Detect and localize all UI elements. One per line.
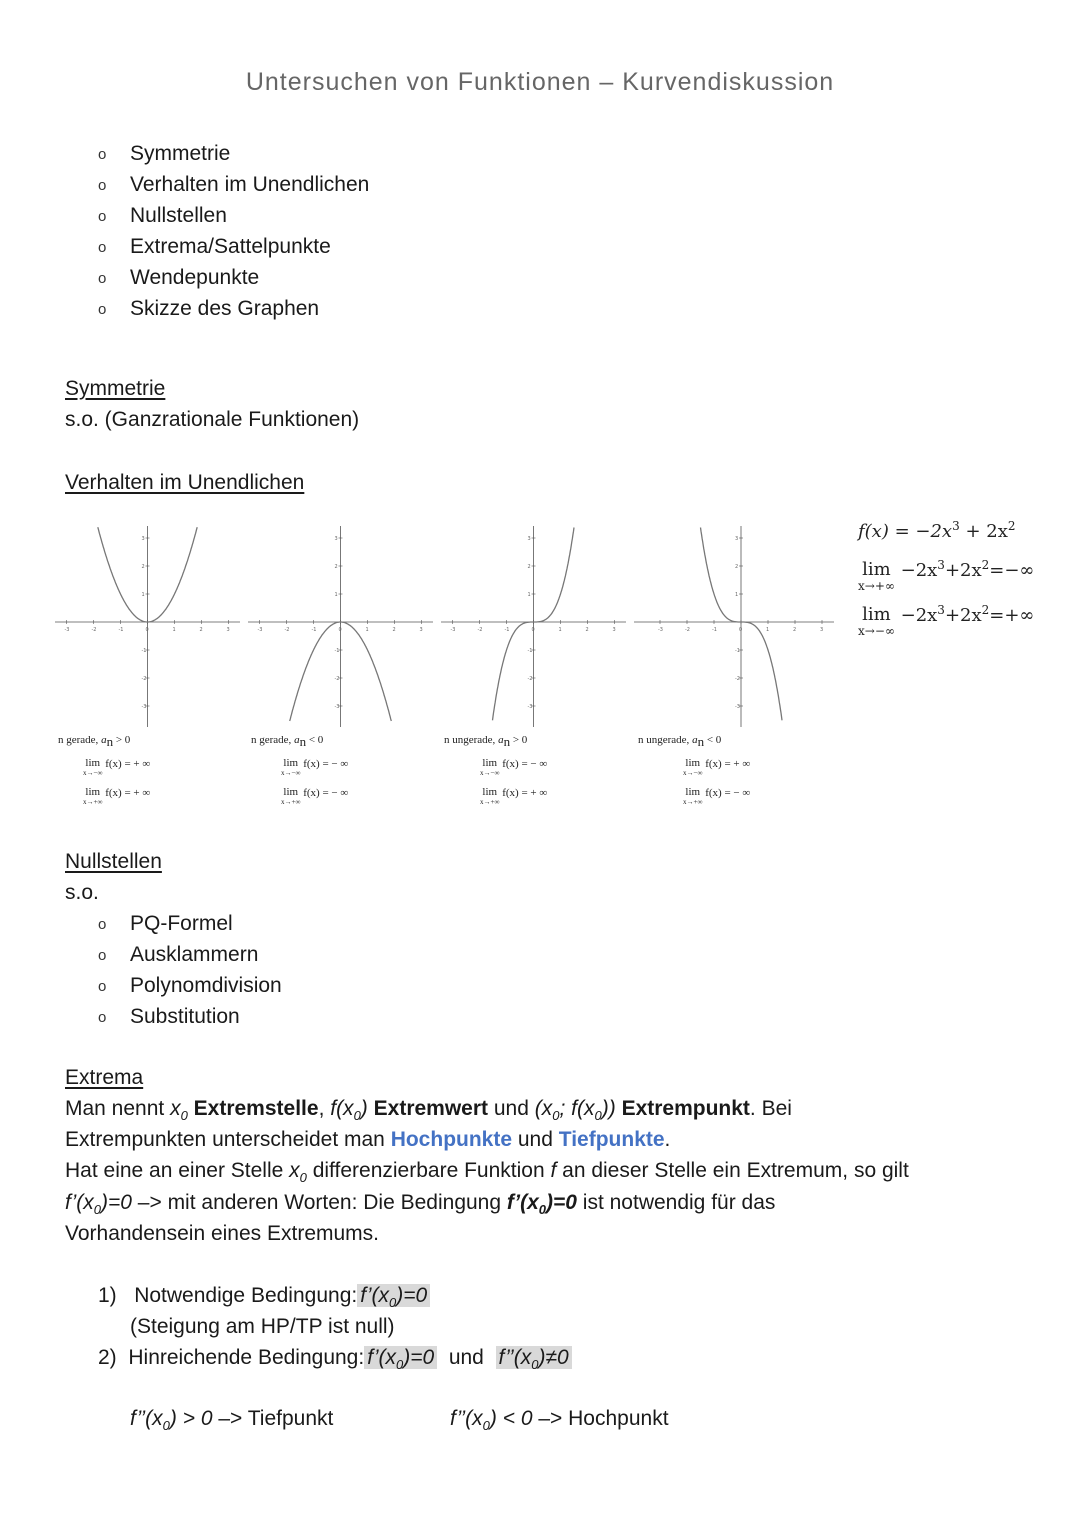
y-tick-label: 3 <box>735 536 739 542</box>
y-tick-label: -3 <box>141 704 147 710</box>
x-tick-label: 0 <box>531 627 535 633</box>
bullet-icon: o <box>98 301 107 318</box>
x-tick-label: 2 <box>199 627 203 633</box>
x-tick-label: 2 <box>392 627 396 633</box>
extrema-paragraph-line: Vorhandensein eines Extremums. <box>65 1222 380 1245</box>
y-tick-label: -2 <box>527 676 533 682</box>
y-tick-label: 2 <box>527 564 531 570</box>
x-tick-label: -3 <box>64 627 70 633</box>
graph-4 <box>634 522 834 727</box>
list-item: Ausklammern <box>130 943 259 966</box>
graph-caption-4: n ungerade, $a_n < 0$ lim x→−∞ f(x) = + ∞ lim x→+∞ f(x) = − ∞ <box>638 734 751 806</box>
x-tick-label: 0 <box>739 627 743 633</box>
nullstellen-heading: Nullstellen <box>65 850 162 873</box>
x-tick-label: -2 <box>284 627 290 633</box>
graph-3 <box>441 522 626 727</box>
toc-item: Symmetrie <box>130 142 231 165</box>
x-tick-label: 3 <box>820 627 824 633</box>
graph-caption-2: n gerade, $a_n < 0$ lim x→−∞ f(x) = − ∞ lim x→+∞ f(x) = − ∞ <box>251 734 349 806</box>
symmetrie-heading: Symmetrie <box>65 377 166 400</box>
x-tick-label: -1 <box>504 627 510 633</box>
example-limit-plus: lim x→+∞ $-2x^3+2x^2=-\infty$ <box>858 558 1035 593</box>
list-item: Substitution <box>130 1005 240 1028</box>
y-tick-label: -1 <box>334 648 340 654</box>
x-tick-label: -2 <box>91 627 97 633</box>
x-tick-label: -2 <box>685 627 690 633</box>
y-tick-label: 2 <box>735 564 739 570</box>
x-tick-label: 2 <box>793 627 797 633</box>
limit-right: lim x→+∞ f(x) = − ∞ <box>281 786 349 806</box>
y-tick-label: -1 <box>141 648 147 654</box>
extrema-paragraph-line: $f’(x_0)=0$ –> mit anderen Worten: Die Bedingung $f’(x_0)=0$ ist notwendig für das <box>65 1191 776 1218</box>
y-tick-label: 1 <box>735 592 739 598</box>
y-tick-label: -1 <box>527 648 533 654</box>
y-tick-label: 2 <box>334 564 338 570</box>
y-tick-label: -3 <box>735 704 740 710</box>
y-tick-label: 1 <box>141 592 145 598</box>
graph-2 <box>248 522 433 727</box>
bullet-icon: o <box>98 270 107 287</box>
example-function: $f(x) = -2x^3 + 2x^2$ <box>858 519 1016 542</box>
toc-item: Extrema/Sattelpunkte <box>130 235 331 258</box>
extrema-paragraph-line: Hat eine an einer Stelle $x_0$ differenzierbare Funktion f an dieser Stelle ein Extremum, so gilt <box>65 1159 909 1186</box>
symmetrie-text: s.o. (Ganzrationale Funktionen) <box>65 408 360 431</box>
x-tick-label: -3 <box>450 627 456 633</box>
toc-item: Wendepunkte <box>130 266 260 289</box>
extrema-paragraph-line: Man nennt $x_0$ Extremstelle, $f(x_0)$ Extremwert und ($x_0$; $f(x_0)$) Extrempunkt. Bei <box>65 1097 792 1124</box>
toc-item: Verhalten im Unendlichen <box>130 173 370 196</box>
condition-1-note: (Steigung am HP/TP ist null) <box>130 1315 395 1338</box>
result-tiefpunkt: $f’’(x_0) > 0$ –> Tiefpunkt <box>130 1407 334 1434</box>
toc-item: Nullstellen <box>130 204 227 227</box>
y-tick-label: -1 <box>735 648 740 654</box>
bullet-icon: o <box>98 177 107 194</box>
bullet-icon: o <box>98 947 107 964</box>
tiefpunkte-term: Tiefpunkte <box>558 1128 665 1151</box>
limit-left: lim x→−∞ f(x) = − ∞ <box>480 757 548 777</box>
y-tick-label: -3 <box>334 704 340 710</box>
graph-1 <box>55 522 240 727</box>
y-tick-label: 3 <box>334 536 338 542</box>
y-tick-label: -2 <box>735 676 740 682</box>
bullet-icon: o <box>98 978 107 995</box>
page-title: Untersuchen von Funktionen – Kurvendiskussion <box>245 68 835 96</box>
y-tick-label: -2 <box>334 676 340 682</box>
result-hochpunkt: $f’’(x_0) < 0$ –> Hochpunkt <box>450 1407 669 1434</box>
graph-caption-1: n gerade, $a_n > 0$ lim x→−∞ f(x) = + ∞ lim x→+∞ f(x) = + ∞ <box>58 734 151 806</box>
y-tick-label: 3 <box>527 536 531 542</box>
x-tick-label: -1 <box>712 627 717 633</box>
y-tick-label: 1 <box>527 592 531 598</box>
toc-item: Skizze des Graphen <box>130 297 320 320</box>
nullstellen-text: s.o. <box>65 881 99 904</box>
example-limit-minus: lim x→−∞ $-2x^3+2x^2=+\infty$ <box>858 603 1035 638</box>
x-tick-label: 1 <box>558 627 562 633</box>
x-tick-label: 2 <box>585 627 589 633</box>
limit-right: lim x→+∞ f(x) = + ∞ <box>480 786 548 806</box>
limit-left: lim x→−∞ f(x) = + ∞ <box>683 757 751 777</box>
bullet-icon: o <box>98 208 107 225</box>
limit-right: lim x→+∞ f(x) = + ∞ <box>83 786 151 806</box>
extrema-paragraph-line: Extrempunkten unterscheidet man Hochpunkte und Tiefpunkte. <box>65 1128 671 1151</box>
x-tick-label: -3 <box>257 627 263 633</box>
limit-left: lim x→−∞ f(x) = + ∞ <box>83 757 151 777</box>
extrema-heading: Extrema <box>65 1066 144 1089</box>
x-tick-label: -1 <box>311 627 317 633</box>
y-tick-label: 2 <box>141 564 145 570</box>
limit-left: lim x→−∞ f(x) = − ∞ <box>281 757 349 777</box>
bullet-icon: o <box>98 146 107 163</box>
y-tick-label: -3 <box>527 704 533 710</box>
bullet-icon: o <box>98 1009 107 1026</box>
condition-2: 2) Hinreichende Bedingung: $f’(x_0)=0$ und $f’’(x_0)\ne 0$ <box>98 1346 572 1370</box>
x-tick-label: 3 <box>612 627 616 633</box>
verhalten-heading: Verhalten im Unendlichen <box>65 471 305 494</box>
x-tick-label: -3 <box>658 627 663 633</box>
x-tick-label: -2 <box>477 627 483 633</box>
condition-1: 1) Notwendige Bedingung: $f’(x_0)=0$ <box>98 1284 430 1308</box>
x-tick-label: 1 <box>172 627 176 633</box>
y-tick-label: 1 <box>334 592 338 598</box>
x-tick-label: 0 <box>338 627 342 633</box>
list-item: Polynomdivision <box>130 974 282 997</box>
x-tick-label: 3 <box>226 627 230 633</box>
x-tick-label: 1 <box>766 627 770 633</box>
bullet-icon: o <box>98 239 107 256</box>
x-tick-label: 3 <box>419 627 423 633</box>
list-item: PQ-Formel <box>130 912 233 935</box>
bullet-icon: o <box>98 916 107 933</box>
limit-right: lim x→+∞ f(x) = − ∞ <box>683 786 751 806</box>
y-tick-label: -2 <box>141 676 147 682</box>
x-tick-label: -1 <box>118 627 124 633</box>
graph-caption-3: n ungerade, $a_n > 0$ lim x→−∞ f(x) = − ∞ lim x→+∞ f(x) = + ∞ <box>444 734 548 806</box>
x-tick-label: 0 <box>145 627 149 633</box>
x-tick-label: 1 <box>365 627 369 633</box>
hochpunkte-term: Hochpunkte <box>390 1128 513 1151</box>
y-tick-label: 3 <box>141 536 145 542</box>
